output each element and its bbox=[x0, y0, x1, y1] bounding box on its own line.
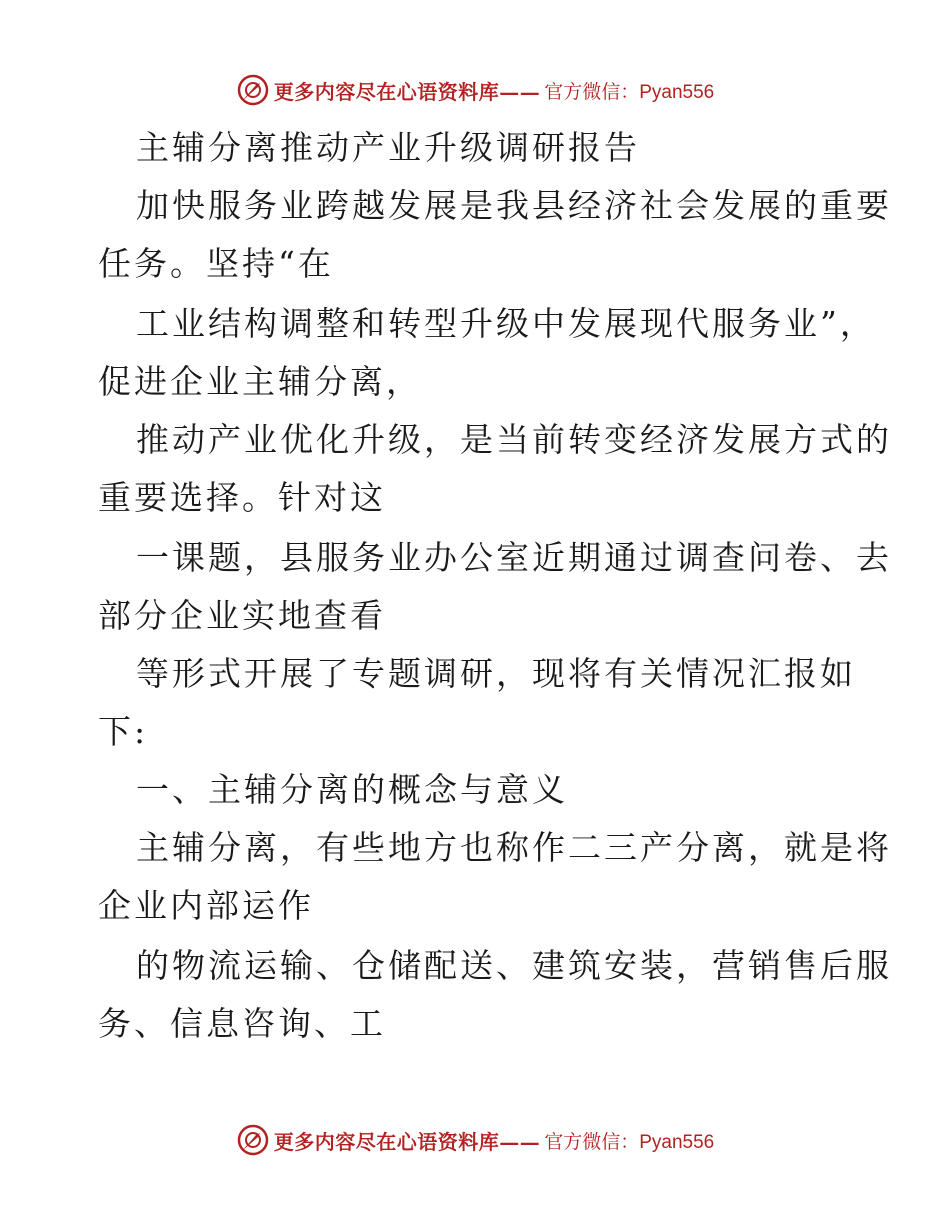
section-heading: 一、主辅分离的概念与意义 bbox=[136, 770, 568, 809]
paragraph-line: 企业内部运作 bbox=[98, 886, 314, 925]
paragraph-line: 一课题，县服务业办公室近期通过调查问卷、去 bbox=[136, 538, 892, 577]
paragraph-line: 等形式开展了专题调研，现将有关情况汇报如 bbox=[136, 654, 856, 693]
paragraph-line: 推动产业优化升级，是当前转变经济发展方式的 bbox=[136, 420, 892, 459]
paragraph-line: 任务。坚持“在 bbox=[98, 244, 334, 283]
header-banner bbox=[0, 70, 950, 110]
brand-logo-icon bbox=[236, 73, 270, 107]
paragraph-line: 主辅分离，有些地方也称作二三产分离，就是将 bbox=[136, 828, 892, 867]
paragraph-line: 工业结构调整和转型升级中发展现代服务业”， bbox=[136, 304, 876, 343]
document-title: 主辅分离推动产业升级调研报告 bbox=[136, 128, 640, 167]
paragraph-line: 加快服务业跨越发展是我县经济社会发展的重要 bbox=[136, 186, 892, 225]
paragraph-line: 下: bbox=[98, 712, 149, 751]
paragraph-line: 的物流运输、仓储配送、建筑安装，营销售后服 bbox=[136, 946, 892, 985]
paragraph-line: 部分企业实地查看 bbox=[98, 596, 386, 635]
footer-banner bbox=[0, 1120, 950, 1160]
paragraph-line: 务、信息咨询、工 bbox=[98, 1004, 386, 1043]
footer-contact-text: 官方微信：Pyan556 bbox=[544, 1131, 715, 1153]
header-contact-text: 官方微信：Pyan556 bbox=[544, 81, 715, 103]
header-promo-text: 更多内容尽在心语资料库—— bbox=[273, 79, 541, 104]
footer-promo-text: 更多内容尽在心语资料库—— bbox=[273, 1129, 541, 1154]
brand-logo-icon bbox=[236, 1123, 270, 1157]
paragraph-line: 重要选择。针对这 bbox=[98, 478, 386, 517]
paragraph-line: 促进企业主辅分离， bbox=[98, 362, 422, 401]
